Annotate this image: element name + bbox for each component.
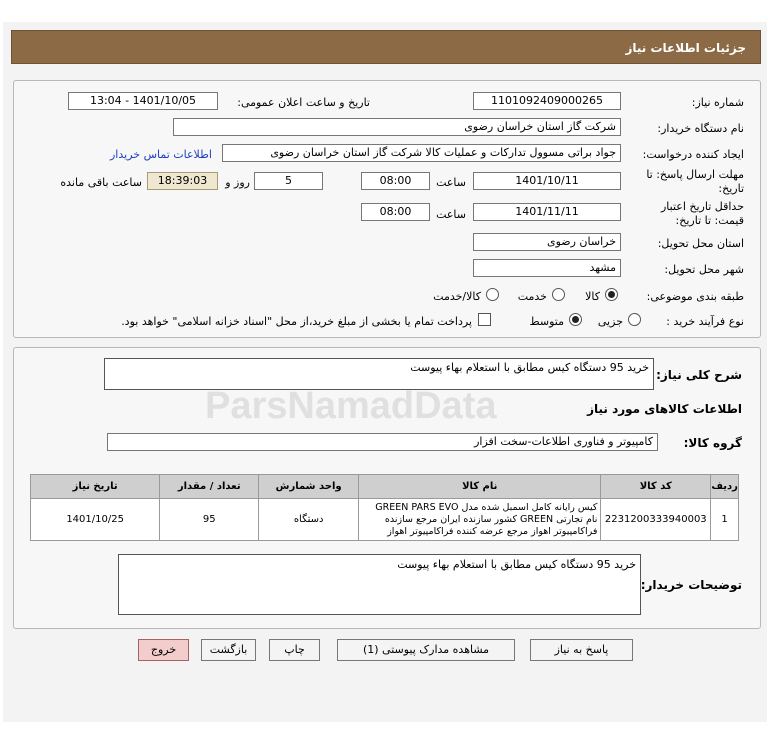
validity-date-field: 1401/11/11 — [473, 203, 621, 221]
deadline-date-field: 1401/10/11 — [473, 172, 621, 190]
remaining-time-field: 18:39:03 — [147, 172, 218, 190]
treasury-payment-checkbox[interactable] — [478, 313, 491, 326]
city-field: مشهد — [473, 259, 621, 277]
col-header-name: نام کالا — [359, 475, 601, 499]
cell-code: 2231200333940003 — [601, 499, 711, 541]
process-medium-label: متوسط — [529, 315, 564, 328]
announce-label: تاریخ و ساعت اعلان عمومی: — [237, 96, 370, 109]
reply-button[interactable]: پاسخ به نیاز — [530, 639, 633, 661]
cell-row: 1 — [711, 499, 739, 541]
category-goods-service-radio[interactable] — [486, 288, 499, 301]
buyer-org-field: شرکت گاز استان خراسان رضوی — [173, 118, 621, 136]
col-header-row: ردیف — [711, 475, 739, 499]
buyer-contact-link[interactable]: اطلاعات تماس خریدار — [110, 148, 212, 161]
process-minor-radio[interactable] — [628, 313, 641, 326]
deadline-time-label: ساعت — [436, 176, 466, 189]
back-button[interactable]: بازگشت — [201, 639, 256, 661]
deadline-time-field: 08:00 — [361, 172, 430, 190]
category-service-label: خدمت — [517, 290, 547, 303]
category-goods-radio[interactable] — [605, 288, 618, 301]
col-header-date: تاریخ نیاز — [31, 475, 160, 499]
process-label: نوع فرآیند خرید : — [666, 315, 744, 328]
category-goods-service-label: کالا/خدمت — [433, 290, 481, 303]
province-label: استان محل تحویل: — [657, 237, 744, 250]
need-summary-label: شرح کلی نیاز: — [656, 368, 742, 382]
need-number-label: شماره نیاز: — [691, 96, 744, 109]
table-header-row — [31, 475, 739, 499]
creator-field: جواد براتی مسوول تدارکات و عملیات کالا شرکت گاز استان خراسان رضوی — [222, 144, 621, 162]
goods-group-field: کامپیوتر و فناوری اطلاعات-سخت افزار — [107, 433, 658, 451]
city-label: شهر محل تحویل: — [664, 263, 744, 276]
validity-time-label: ساعت — [436, 208, 466, 221]
validity-time-field: 08:00 — [361, 203, 430, 221]
category-label: طبقه بندی موضوعی: — [646, 290, 744, 303]
page-header: جزئیات اطلاعات نیاز — [11, 30, 761, 64]
goods-group-label: گروه کالا: — [683, 436, 742, 450]
process-minor-label: جزیی — [597, 315, 623, 328]
cell-unit: دستگاه — [259, 499, 359, 541]
remaining-label: ساعت باقی مانده — [60, 176, 142, 189]
table-row — [31, 499, 739, 541]
buyer-notes-label: توضیحات خریدار: — [640, 578, 742, 592]
announce-field: 1401/10/05 - 13:04 — [68, 92, 218, 110]
col-header-unit: واحد شمارش — [259, 475, 359, 499]
cell-name: کیس رایانه کامل اسمبل شده مدل GREEN PARS EVO نام تجارتی GREEN کشور سازنده ایران مرجع سازنده فراکامپیوتر اهواز مرجع عرضه کننده فراکامپیوتر اهواز — [359, 499, 601, 541]
category-goods-label: کالا — [585, 290, 600, 303]
view-attachments-button[interactable]: مشاهده مدارک پیوستی (1) — [337, 639, 515, 661]
exit-button[interactable]: خروج — [138, 639, 189, 661]
print-button[interactable]: چاپ — [269, 639, 320, 661]
days-label: روز و — [225, 176, 250, 189]
col-header-code: کد کالا — [601, 475, 711, 499]
process-medium-radio[interactable] — [569, 313, 582, 326]
need-number-field: 1101092409000265 — [473, 92, 621, 110]
validity-label: حداقل تاریخ اعتبار قیمت: تا تاریخ: — [660, 200, 744, 227]
province-field: خراسان رضوی — [473, 233, 621, 251]
buyer-notes-field: خرید 95 دستگاه کیس مطابق با استعلام بهاء پیوست — [118, 554, 641, 615]
items-table — [30, 474, 739, 541]
col-header-qty: تعداد / مقدار — [160, 475, 259, 499]
need-summary-field: خرید 95 دستگاه کیس مطابق با استعلام بهاء پیوست — [104, 358, 654, 390]
goods-info-title: اطلاعات کالاهای مورد نیاز — [587, 402, 742, 416]
category-service-radio[interactable] — [552, 288, 565, 301]
cell-qty: 95 — [160, 499, 259, 541]
deadline-label: مهلت ارسال پاسخ: تا تاریخ: — [646, 168, 744, 195]
days-field: 5 — [254, 172, 323, 190]
buyer-org-label: نام دستگاه خریدار: — [657, 122, 744, 135]
cell-date: 1401/10/25 — [31, 499, 160, 541]
creator-label: ایجاد کننده درخواست: — [642, 148, 744, 161]
treasury-payment-note: پرداخت تمام یا بخشی از مبلغ خرید،از محل "اسناد خزانه اسلامی" خواهد بود. — [121, 315, 472, 328]
